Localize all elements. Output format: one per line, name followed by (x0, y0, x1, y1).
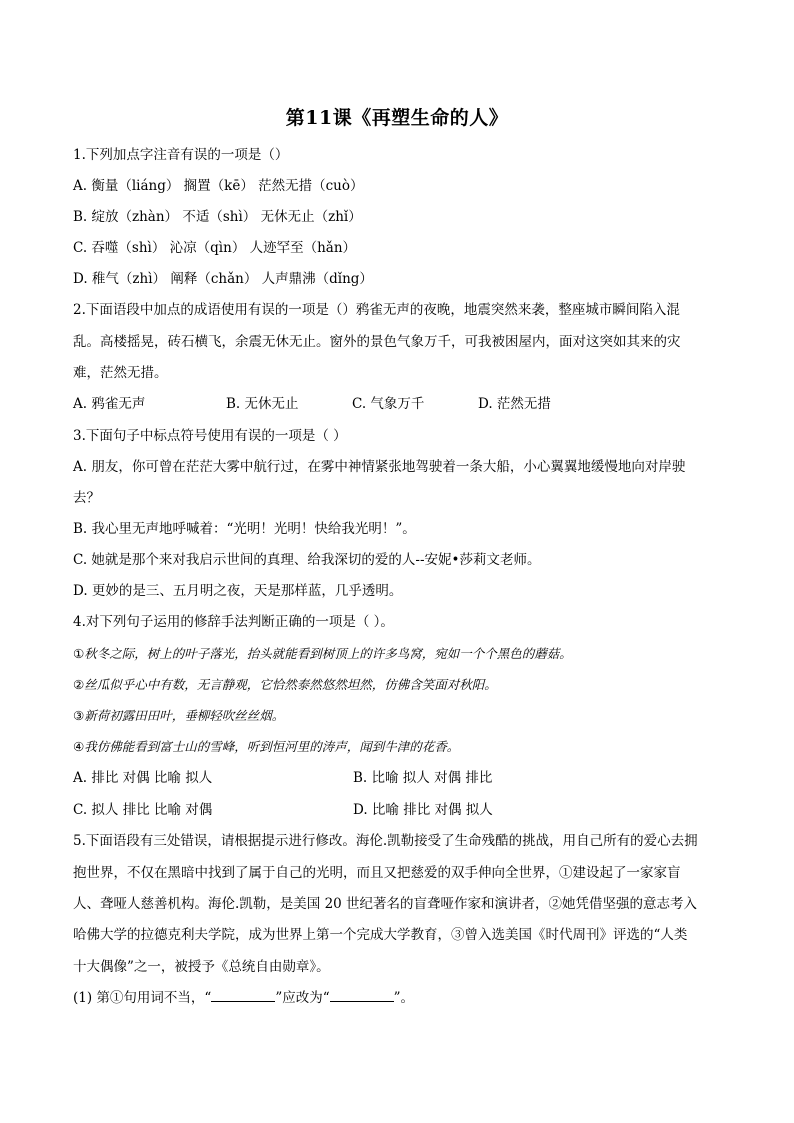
q5-line-4: 哈佛大学的拉德克利夫学院，成为世界上第一个完成大学教育，③曾入选美国《时代周刊》评选的“人类 (73, 927, 688, 943)
q4-option-c: C. 拟人 排比 比喻 对偶 (73, 802, 213, 818)
q4-options-row-2 (73, 801, 733, 819)
q4-sentence-2: ②丝瓜似乎心中有数，无言静观，它恰然泰然悠然坦然，仿佛含笑面对秋阳。 (73, 677, 497, 692)
q4-option-a: A. 排比 对偶 比喻 拟人 (73, 770, 213, 786)
q3-option-d: D. 更妙的是三、五月明之夜，天是那样蓝，几乎透明。 (73, 583, 403, 599)
q3-option-a-line-2: 去？ (73, 490, 100, 506)
q4-sentence-4: ④我仿佛能看到富士山的雪峰，听到恒河里的涛声，闻到牛津的花香。 (73, 739, 460, 754)
q5-sub1-middle: ”应改为“ (275, 990, 330, 1006)
q3-stem: 3.下面句子中标点符号使用有误的一项是（ ） (73, 428, 347, 444)
q4-option-d: D. 比喻 排比 对偶 拟人 (353, 802, 493, 818)
q1-option-a: A. 衡量（liáng） 搁置（kē） 茫然无措（cuò） (73, 178, 364, 194)
q2-option-d: D. 茫然无措 (478, 396, 551, 412)
page-title: 第11课《再塑生命的人》 (285, 107, 509, 129)
q4-sentence-1: ①秋冬之际，树上的叶子落光，抬头就能看到树顶上的许多鸟窝，宛如一个个黑色的蘑菇。 (73, 646, 572, 661)
q5-line-1: 5.下面语段有三处错误，请根据提示进行修改。海伦.凯勒接受了生命残酷的挑战，用自己所有的爱心去拥 (73, 833, 698, 849)
q2-option-c: C. 气象万千 (352, 396, 425, 412)
q1-option-b: B. 绽放（zhàn） 不适（shì） 无休无止（zhǐ） (73, 209, 362, 225)
q2-option-b: B. 无休无止 (226, 396, 299, 412)
q5-line-3: 人、聋哑人慈善机构。海伦.凯勒，是美国 20 世纪著名的盲聋哑作家和演讲者，②她凭借坚强的意志考入 (73, 896, 698, 912)
q1-option-d: D. 稚气（zhì） 阐释（chǎn） 人声鼎沸（dǐng） (73, 271, 373, 287)
q5-line-2: 抱世界，不仅在黑暗中找到了属于自己的光明，而且又把慈爱的双手伸向全世界，①建设起了一家家盲 (73, 865, 681, 881)
q2-option-a: A. 鸦雀无声 (73, 396, 146, 412)
answer-blank-1[interactable] (211, 989, 275, 1002)
q5-line-5: 十大偶像”之一，被授予《总统自由勋章》。 (73, 959, 330, 975)
q4-sentence-3: ③新荷初露田田叶，垂柳轻吹丝丝烟。 (73, 708, 285, 723)
q4-stem: 4.对下列句子运用的修辞手法判断正确的一项是（ ）。 (73, 614, 394, 630)
q3-option-c: C. 她就是那个来对我启示世间的真理、给我深切的爱的人--安妮•莎莉文老师。 (73, 552, 541, 568)
q3-option-a-line-1: A. 朋友，你可曾在茫茫大雾中航行过，在雾中神情紧张地驾驶着一条大船，小心翼翼地缓慢地向对岸驶 (73, 459, 686, 475)
q2-line-1: 2.下面语段中加点的成语使用有误的一项是（）鸦雀无声的夜晚，地震突然来袭，整座城市瞬间陷入混 (73, 302, 680, 318)
q1-stem: 1.下列加点字注音有误的一项是（） (73, 147, 289, 163)
q3-option-b: B. 我心里无声地呼喊着：“光明！光明！快给我光明！”。 (73, 521, 416, 537)
q2-line-3: 难，茫然无措。 (73, 365, 168, 381)
answer-blank-2[interactable] (330, 989, 394, 1002)
q5-subquestion-1 (73, 989, 733, 1007)
q5-sub1-prefix: (1) 第①句用词不当，“ (73, 990, 212, 1006)
q1-option-c: C. 吞噬（shì） 沁凉（qìn） 人迹罕至（hǎn） (73, 240, 357, 256)
q4-option-b: B. 比喻 拟人 对偶 排比 (353, 770, 493, 786)
q4-options-row-1 (73, 769, 733, 787)
q5-sub1-suffix: ”。 (393, 990, 415, 1006)
q2-line-2: 乱。高楼摇晃，砖石横飞，余震无休无止。窗外的景色气象万千，可我被困屋内，面对这突如其来的灾 (73, 334, 681, 350)
